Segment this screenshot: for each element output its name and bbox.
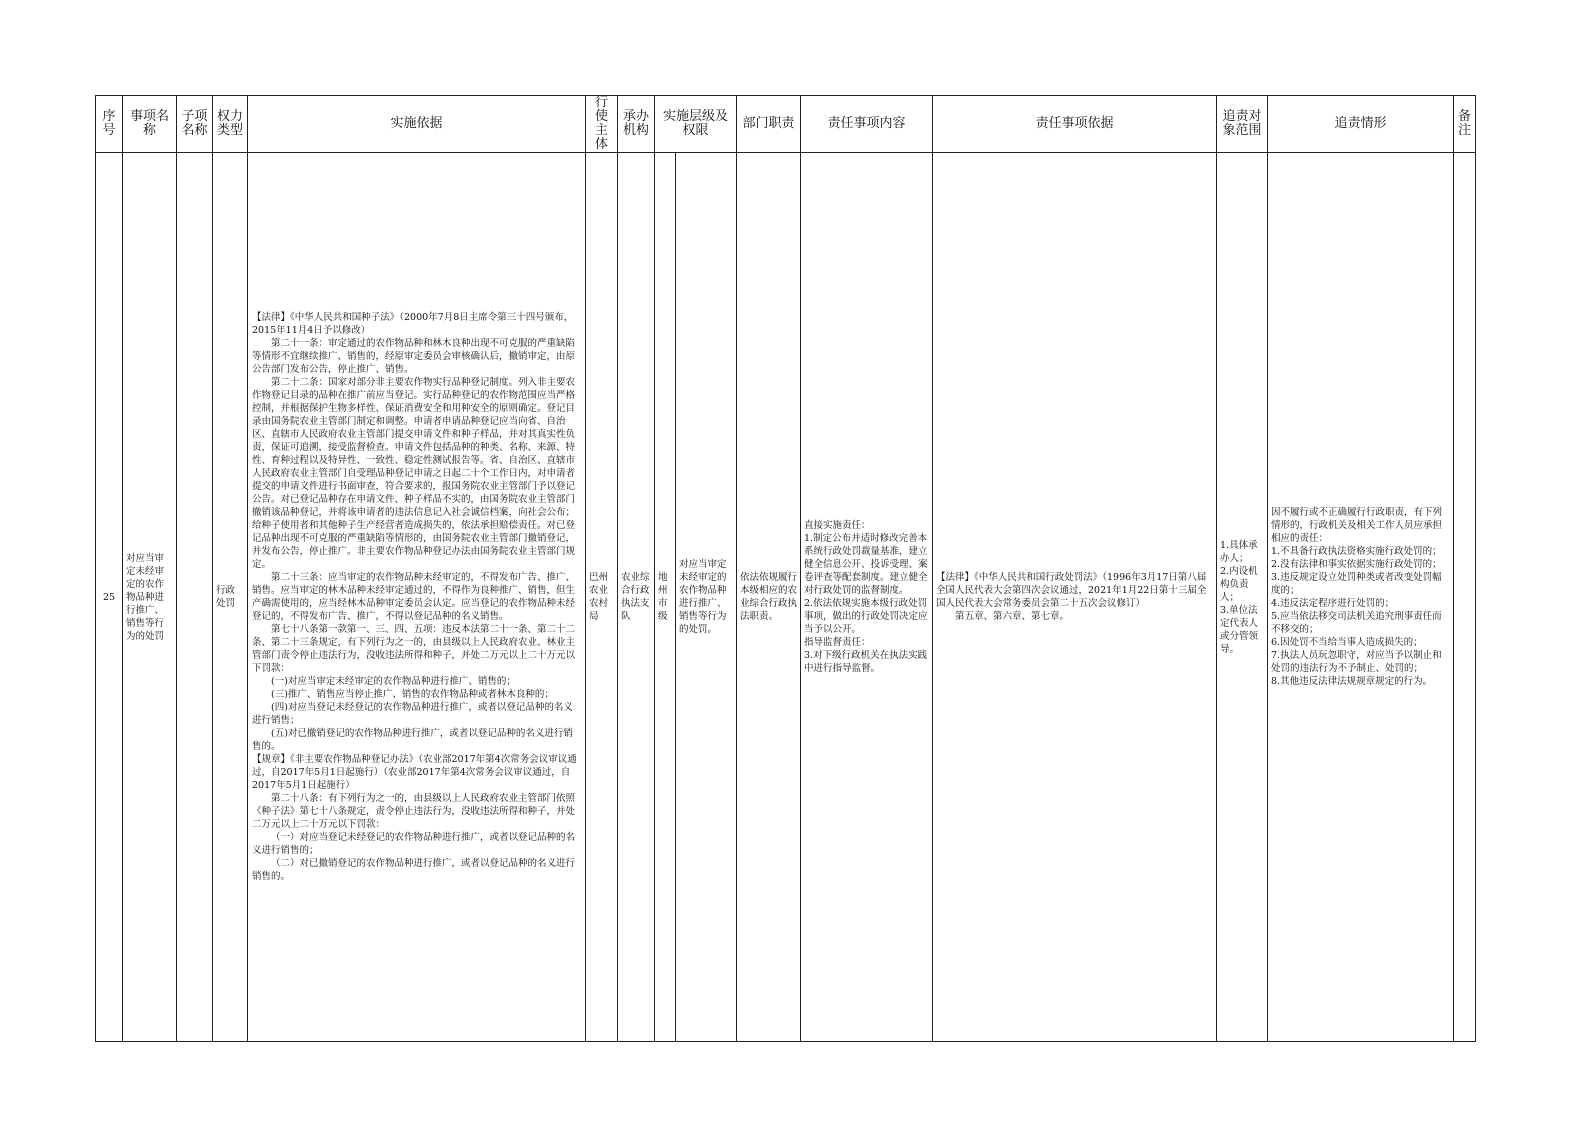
cell-power-type: 行政处罚 [213, 153, 248, 1042]
cell-sub-item [177, 153, 213, 1042]
header-cases: 追责情形 [1268, 96, 1454, 153]
cell-subject: 巴州农业农村局 [586, 153, 618, 1042]
basis-paragraph: （二）对已撤销登记的农作物品种进行推广，或者以登记品种的名义进行销售的。 [252, 858, 576, 882]
header-sub-item: 子项名称 [177, 96, 213, 153]
header-power-type: 权力类型 [213, 96, 248, 153]
basis-paragraph: (三)推广、销售应当停止推广、销售的农作物品种或者林木良种的； [271, 689, 554, 700]
header-agency: 承办机构 [618, 96, 655, 153]
header-seq: 序号 [96, 96, 123, 153]
basis-paragraph: 第二十八条：有下列行为之一的，由县级以上人民政府农业主管部门依照《种子法》第七十八条规定，责令停止违法行为，没收违法所得和种子，并处二万元以上二十万元以下罚款： [252, 793, 576, 830]
header-subject: 行使主体 [586, 96, 618, 153]
document-page [95, 95, 1475, 1042]
basis-paragraph: 第二十三条：应当审定的农作物品种未经审定的，不得发布广告、推广、销售。应当审定的林木品种未经审定通过的，不得作为良种推广、销售，但生产确需使用的，应当经林木品种审定委员会认定。应当登记的农作物品种未经登记的，不得发布广告、推广，不得以登记品种的名义销售。 [252, 572, 576, 622]
cell-scope: 1.具体承办人； 2.内设机构负责人； 3.单位法定代表人或分管领导。 [1217, 153, 1268, 1042]
header-row [96, 96, 1476, 153]
basis-paragraph: (一)对应当审定未经审定的农作物品种进行推广、销售的； [271, 676, 516, 687]
cell-duty: 依法依规履行本级相应的农业综合行政执法职责。 [737, 153, 801, 1042]
basis-paragraph: 【法律】《中华人民共和国种子法》（2000年7月8日主席令第三十四号颁布，2015年11月4日予以修改） [252, 312, 574, 336]
cell-level-a: 地州市级 [655, 153, 676, 1042]
header-scope: 追责对象范围 [1217, 96, 1268, 153]
basis-paragraph: 【规章】《非主要农作物品种登记办法》（农业部2017年第4次常务会议审议通过，自2017年5月1日起施行）（农业部2017年第4次常务会议审议通过，自2017年5月1日起施行） [252, 754, 577, 791]
header-resp-basis: 责任事项依据 [933, 96, 1217, 153]
basis-text [252, 311, 581, 883]
header-basis: 实施依据 [248, 96, 586, 153]
resp-basis-chapters: 第五章、第六章、第七章。 [955, 611, 1070, 622]
basis-paragraph: 第七十八条第一款第一、三、四、五项：违反本法第二十一条、第二十二条、第二十三条规定，有下列行为之一的，由县级以上人民政府农业、林业主管部门责令停止违法行为，没收违法所得和种子，并处二万元以上二十万元以下罚款： [252, 624, 576, 674]
basis-paragraph: (四)对应当登记未经登记的农作物品种进行推广，或者以登记品种的名义进行销售； [252, 702, 573, 726]
cell-remark [1454, 153, 1476, 1042]
basis-paragraph: 第二十一条：审定通过的农作物品种和林木良种出现不可克服的严重缺陷等情形不宜继续推广、销售的，经原审定委员会审核确认后，撤销审定，由原公告部门发布公告，停止推广、销售。 [252, 338, 576, 375]
cell-basis [248, 153, 586, 1042]
cell-item-name: 对应当审定未经审定的农作物品种进行推广、销售等行为的处罚 [123, 153, 177, 1042]
header-item-name: 事项名称 [123, 96, 177, 153]
header-duty: 部门职责 [737, 96, 801, 153]
cell-seq: 25 [96, 153, 123, 1042]
cell-agency: 农业综合行政执法支队 [618, 153, 655, 1042]
cell-resp-content: 直接实施责任： 1.制定公布并适时修改完善本系统行政处罚裁量基准，建立健全信息公开、投诉受理、案卷评查等配套制度。建立健全对行政处罚的监督制度。 2.依法依规实施本级行政处罚事项，做出的行政处罚决定应当予以公开。 指导监督责任： 3.对下级行政机关在执法实践中进行指导监督。 [801, 153, 933, 1042]
resp-basis-law: 【法律】《中华人民共和国行政处罚法》（1996年3月17日第八届全国人民代表大会第四次会议通过，2021年1月22日第十三届全国人民代表大会常务委员会第二十五次会议修订） [936, 572, 1207, 609]
basis-paragraph: (五)对已撤销登记的农作物品种进行推广，或者以登记品种的名义进行销售的。 [252, 728, 573, 752]
header-remark: 备注 [1454, 96, 1476, 153]
cell-level-b: 对应当审定未经审定的农作物品种进行推广、销售等行为的处罚。 [676, 153, 737, 1042]
cell-resp-basis [933, 153, 1217, 1042]
basis-paragraph: （一）对应当登记未经登记的农作物品种进行推广，或者以登记品种的名义进行销售的； [252, 832, 576, 856]
header-level: 实施层级及权限 [655, 96, 737, 153]
header-resp-content: 责任事项内容 [801, 96, 933, 153]
basis-paragraph: 第二十二条：国家对部分非主要农作物实行品种登记制度。列入非主要农作物登记目录的品种在推广前应当登记。实行品种登记的农作物范围应当严格控制，并根据保护生物多样性、保证消费安全和用种安全的原则确定。登记目录由国务院农业主管部门制定和调整。申请者申请品种登记应当向省、自治区、直辖市人民政府农业主管部门提交申请文件和种子样品，并对其真实性负责，保证可追溯，接受监督检查。申请文件包括品种的种类、名称、来源、特性、育种过程以及特异性、一致性、稳定性测试报告等。省、自治区、直辖市人民政府农业主管部门自受理品种登记申请之日起二十个工作日内，对申请者提交的申请文件进行书面审查，符合要求的，报国务院农业主管部门予以登记公告。对已登记品种存在申请文件、种子样品不实的，由国务院农业主管部门撤销该品种登记，并将该申请者的违法信息记入社会诚信档案，向社会公布；给种子使用者和其他种子生产经营者造成损失的，依法承担赔偿责任。对已登记品种出现不可克服的严重缺陷等情形的，由国务院农业主管部门撤销登记，并发布公告，停止推广。非主要农作物品种登记办法由国务院农业主管部门规定。 [252, 377, 576, 570]
cell-cases: 因不履行或不正确履行行政职责，有下列情形的，行政机关及相关工作人员应承担相应的责任： 1.不具备行政执法资格实施行政处罚的； 2.没有法律和事实依据实施行政处罚的； 3.违反规定设立处罚种类或者改变处罚幅度的； 4.违反法定程序进行处罚的； 5.应当依法移交司法机关追究刑事责任而不移交的； 6.因处罚不当给当事人造成损失的； 7.执法人员玩忽职守，对应当予以制止和处罚的违法行为不予制止、处罚的； 8.其他违反法律法规规章规定的行为。 [1268, 153, 1454, 1042]
table-row [96, 153, 1476, 1042]
responsibility-table [95, 95, 1476, 1042]
